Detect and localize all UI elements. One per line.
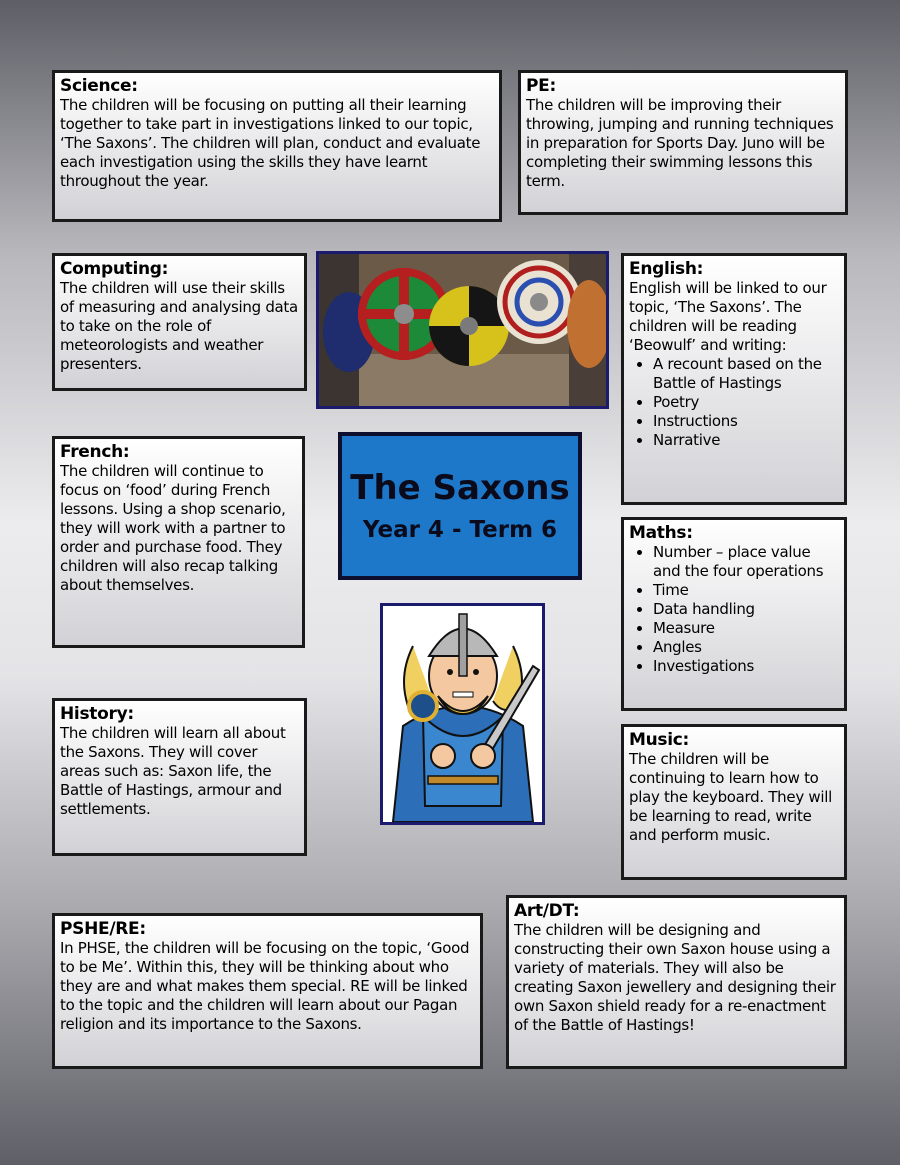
music-text: The children will be continuing to learn how to play the keyboard. They will be learning to read, write and perform music. <box>629 750 832 844</box>
list-item: • A recount based on the Battle of Hastings <box>653 355 839 393</box>
pshe-re-title: PSHE/RE: <box>60 919 146 939</box>
science-title: Science: <box>60 76 138 96</box>
list-item: • Number – place value and the four operations <box>653 543 839 581</box>
pshe-re-box <box>52 913 483 1069</box>
french-title: French: <box>60 442 130 462</box>
list-item: • Angles <box>653 638 839 657</box>
maths-list <box>629 543 839 676</box>
music-title: Music: <box>629 730 690 750</box>
list-item: • Investigations <box>653 657 839 676</box>
science-text: The children will be focusing on putting all their learning together to take part in investigations linked to our topic, ‘The Saxons’. The children will plan, conduct and evaluate each investigation using the skills they have learnt throughout the year. <box>60 96 481 190</box>
saxon-shields-image <box>316 251 609 409</box>
art-dt-box <box>506 895 847 1069</box>
art-dt-title: Art/DT: <box>514 901 580 921</box>
saxon-warrior-image <box>380 603 545 825</box>
english-box <box>621 253 847 505</box>
saxon-warrior-illustration <box>383 606 542 822</box>
topic-title-box <box>338 432 582 580</box>
pe-text: The children will be improving their throwing, jumping and running techniques in preparation for Sports Day. Juno will be completing their swimming lessons this term. <box>526 96 834 190</box>
list-item: • Poetry <box>653 393 839 412</box>
history-text: The children will learn all about the Saxons. They will cover areas such as: Saxon life, the Battle of Hastings, armour and settlements. <box>60 724 286 818</box>
maths-title: Maths: <box>629 523 693 543</box>
page-title: The Saxons <box>350 468 570 508</box>
list-item: • Data handling <box>653 600 839 619</box>
list-item: • Measure <box>653 619 839 638</box>
list-item: • Narrative <box>653 431 839 450</box>
science-box <box>52 70 502 222</box>
page-subtitle: Year 4 - Term 6 <box>362 517 558 543</box>
art-dt-text: The children will be designing and constructing their own Saxon house using a variety of materials. They will also be creating Saxon jewellery and designing their own Saxon shield ready for a re-enactment of the Battle of Hastings! <box>514 921 836 1034</box>
computing-box <box>52 253 307 391</box>
french-box <box>52 436 305 648</box>
french-text: The children will continue to focus on ‘food’ during French lessons. Using a shop scenario, they will work with a partner to order and purchase food. They children will also recap talking about themselves. <box>60 462 286 594</box>
pe-box <box>518 70 848 215</box>
history-box <box>52 698 307 856</box>
music-box <box>621 724 847 880</box>
pe-title: PE: <box>526 76 556 96</box>
list-item: • Instructions <box>653 412 839 431</box>
english-list <box>629 355 839 450</box>
english-text: English will be linked to our topic, ‘The Saxons’. The children will be reading ‘Beowulf’ and writing: <box>629 279 827 354</box>
computing-title: Computing: <box>60 259 169 279</box>
computing-text: The children will use their skills of measuring and analysing data to take on the role of meteorologists and weather presenters. <box>60 279 298 373</box>
maths-box <box>621 517 847 711</box>
list-item: • Time <box>653 581 839 600</box>
history-title: History: <box>60 704 134 724</box>
shields-illustration <box>319 254 606 406</box>
english-title: English: <box>629 259 704 279</box>
pshe-re-text: In PHSE, the children will be focusing on the topic, ‘Good to be Me’. Within this, they will be thinking about who they are and what makes them special. RE will be linked to the topic and the children will learn about our Pagan religion and its importance to the Saxons. <box>60 939 470 1033</box>
